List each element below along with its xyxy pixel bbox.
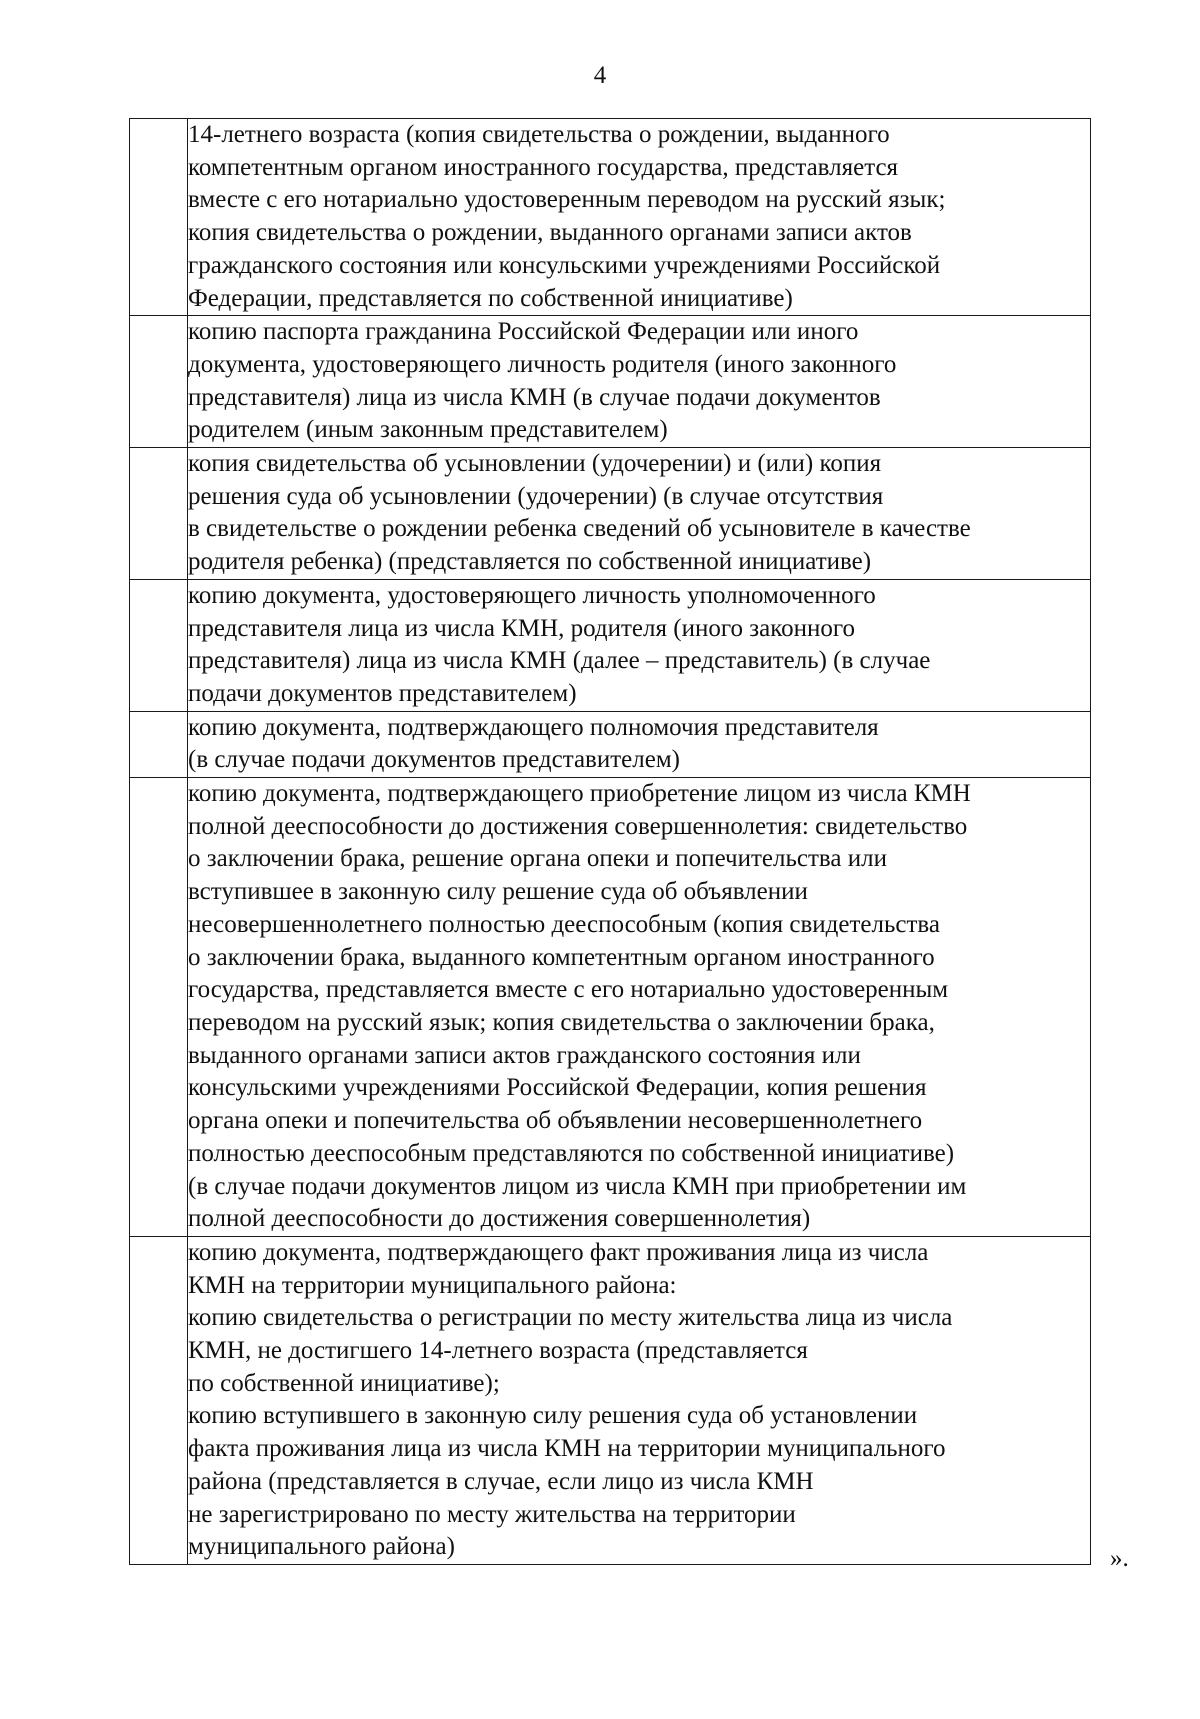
row-text: копия свидетельства об усыновлении (удочерении) и (или) копия решения суда об усыновлении (удочерении) (в случае отсутствия в свидетельстве о рождении ребенка сведений об усыновителе в качестве родителя ребенка) (представляется по собственной инициативе) [188,450,971,576]
closing-quote-mark: ». [1110,1545,1129,1572]
page-number: 4 [593,62,607,89]
row-number-cell [130,119,188,316]
row-text: копию документа, удостоверяющего личность уполномоченного представителя лица из числа КМН, родителя (иного законного представителя) лица из числа КМН (далее – представитель) (в случае подачи документов представителем) [188,581,931,707]
row-number-cell [130,778,188,1237]
row-text: копию паспорта гражданина Российской Федерации или иного документа, удостоверяющего личность родителя (иного законного представителя) лица из числа КМН (в случае подачи документов родителем (иным законным представителем) [188,318,897,444]
table-row [130,711,1091,777]
row-text-cell [188,579,1091,711]
row-number-cell [130,579,188,711]
row-text: копию документа, подтверждающего полномочия представителя (в случае подачи документов представителем) [188,713,879,774]
documents-table [129,118,1091,1565]
row-text: копию документа, подтверждающего факт проживания лица из числа КМН на территории муниципального района: копию свидетельства о регистрации по месту жительства лица из числа КМН, не достигшего 14-летнего возраста (представляется по собственной инициативе); копию вступившего в законную силу решения суда об установлении факта проживания лица из числа КМН на территории муниципального района (представляется в случае, если лицо из числа КМН не зарегистрировано по месту жительства на территории муниципального района) [188,1238,953,1561]
row-text-cell [188,448,1091,580]
table-row [130,778,1091,1237]
documents-table-body [130,119,1091,1565]
row-number-cell [130,448,188,580]
row-text-cell [188,778,1091,1237]
row-number-cell [130,316,188,448]
row-text: 14-летнего возраста (копия свидетельства о рождении, выданного компетентным органом иностранного государства, представляется вместе с его нотариально удостоверенным переводом на русский язык; копия свидетельства о рождении, выданного органами записи актов гражданского состояния или консульскими учреждениями Российской Федерации, представляется по собственной инициативе) [188,121,946,312]
table-row [130,1236,1091,1564]
table-row [130,579,1091,711]
row-number-cell [130,711,188,777]
table-row [130,448,1091,580]
row-text-cell [188,711,1091,777]
row-text-cell [188,316,1091,448]
table-row [130,316,1091,448]
row-text-cell [188,119,1091,316]
table-row [130,119,1091,316]
row-text-cell [188,1236,1091,1564]
row-number-cell [130,1236,188,1564]
row-text: копию документа, подтверждающего приобретение лицом из числа КМН полной дееспособности до достижения совершеннолетия: свидетельство о заключении брака, решение органа опеки и попечительства или вступившее в законную силу решение суда об объявлении несовершеннолетнего полностью дееспособным (копия свидетельства о заключении брака, выданного компетентным органом иностранного государства, представляется вместе с его нотариально удостоверенным переводом на русский язык; копия свидетельства о заключении брака, выданного органами записи актов гражданского состояния или консульскими учреждениями Российской Федерации, копия решения органа опеки и попечительства об объявлении несовершеннолетнего полностью дееспособным представляются по собственной инициативе) (в случае подачи документов лицом из числа КМН при приобретении им полной дееспособности до достижения совершеннолетия) [188,780,971,1233]
